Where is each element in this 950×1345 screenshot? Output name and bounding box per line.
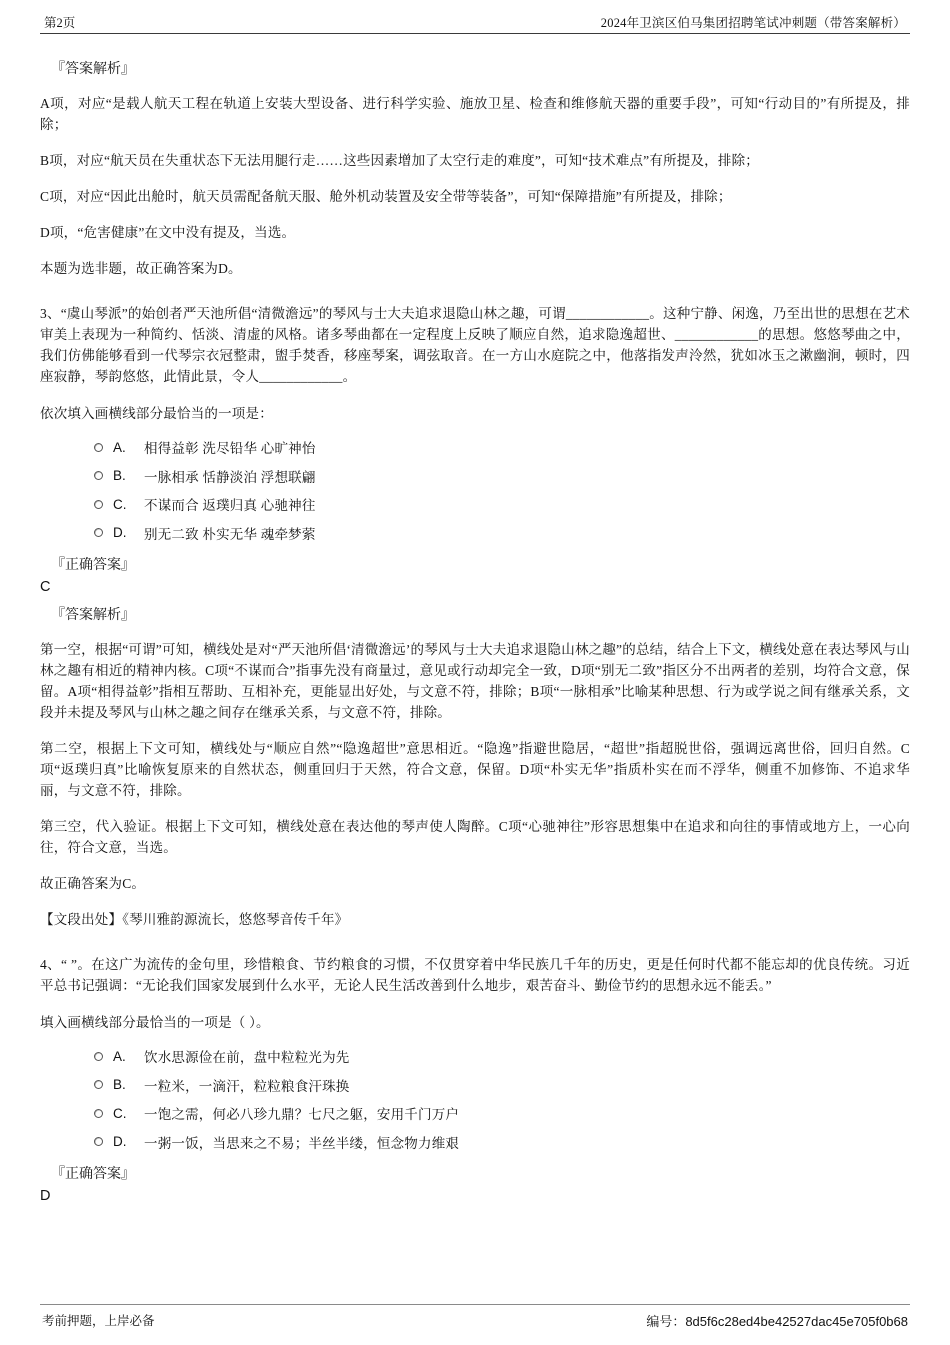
option-letter: B. (113, 1077, 126, 1093)
option-q3-a[interactable] (94, 433, 910, 462)
question-3-stem: 3、“虞山琴派”的始创者严天池所倡“清微澹远”的琴风与士大夫追求退隐山林之趣，可谓____________。这种宁静、闲逸，乃至出世的思想在艺术审美上表现为一种简约、恬淡、清虚的风格。诸多琴曲都在一定程度上反映了顺应自然，追求隐逸超世、____________的思想。悠悠琴曲之中，我们仿佛能够看到一代琴宗衣冠整肃，盥手焚香，移座琴案，调弦取音。在一方山水庭院之中，他落指发声泠然，犹如冰玉之漱幽涧，顿时，四座寂静，琴韵悠悠，此情此景，令人____________。 (40, 306, 910, 384)
question-4-prompt: 填入画横线部分最恰当的一项是（ ）。 (40, 1015, 270, 1030)
question-3-prompt: 依次填入画横线部分最恰当的一项是： (40, 406, 273, 421)
option-text: 一脉相承 恬静淡泊 浮想联翩 (144, 469, 316, 485)
option-text: 饮水思源俭在前，盘中粒粒光为先 (144, 1050, 350, 1066)
analysis-paragraph-a: A项，对应“是载人航天工程在轨道上安装大型设备、进行科学实验、施放卫星、检查和维修航天器的重要手段”，可知“行动目的”有所提及，排除； (40, 96, 910, 132)
option-q4-d[interactable] (94, 1128, 910, 1157)
option-text: 一粒米，一滴汗，粒粒粮食汗珠换 (144, 1078, 350, 1094)
option-text: 不谋而合 返璞归真 心驰神往 (144, 498, 316, 514)
option-q3-c[interactable] (94, 490, 910, 519)
correct-answer-q4: D (40, 1188, 51, 1204)
question-4-stem: 4、“ ”。在这广为流传的金句里，珍惜粮食、节约粮食的习惯，不仅贯穿着中华民族几千年的历史，更是任何时代都不能忘却的优良传统。习近平总书记强调：“无论我们国家发展到什么水平，无论人民生活改善到什么地步，艰苦奋斗、勤俭节约的思想永远不能丢。” (40, 957, 910, 993)
radio-button-icon[interactable] (94, 471, 103, 480)
option-letter: C. (113, 1105, 127, 1121)
correct-answer-label-q4: 『正确答案』 (51, 1167, 135, 1182)
radio-button-icon[interactable] (94, 1109, 103, 1118)
radio-button-icon[interactable] (94, 1080, 103, 1089)
radio-button-icon[interactable] (94, 443, 103, 452)
footer-slogan: 考前押题，上岸必备 (42, 1314, 155, 1328)
option-letter: D. (113, 525, 127, 541)
analysis-conclusion-q3: 故正确答案为C。 (40, 876, 146, 891)
option-letter: A. (113, 439, 126, 455)
analysis-conclusion-q2: 本题为选非题，故正确答案为D。 (40, 261, 242, 276)
option-text: 一饱之需，何必八珍九鼎？七尺之躯，安用千门万户 (144, 1107, 460, 1123)
option-q3-d[interactable] (94, 519, 910, 548)
analysis-paragraph-b: B项，对应“航天员在失重状态下无法用腿行走……这些因素增加了太空行走的难度”，可知“技术难点”有所提及，排除； (40, 153, 759, 168)
option-letter: A. (113, 1048, 126, 1064)
page-header (40, 0, 910, 34)
analysis-blank-3: 第三空，代入验证。根据上下文可知，横线处意在表达他的琴声使人陶醉。C项“心驰神往”形容思想集中在追求和向往的事情或地方上，一心向往，符合文意，当选。 (40, 819, 910, 855)
radio-button-icon[interactable] (94, 1052, 103, 1061)
analysis-paragraph-c: C项，对应“因此出舱时，航天员需配备航天服、舱外机动装置及安全带等装备”，可知“保障措施”有所提及，排除； (40, 189, 732, 204)
radio-button-icon[interactable] (94, 500, 103, 509)
page-number: 第2页 (44, 16, 76, 30)
option-letter: B. (113, 468, 126, 484)
page-footer (40, 1304, 910, 1330)
correct-answer-q3: C (40, 579, 51, 595)
radio-button-icon[interactable] (94, 1137, 103, 1146)
document-code: 编号：8d5f6c28ed4be42527dac45e705f0b68 (646, 1314, 908, 1329)
question-3-options (40, 433, 910, 547)
answer-analysis-label-q2: 『答案解析』 (51, 62, 135, 77)
analysis-blank-2: 第二空，根据上下文可知，横线处与“顺应自然”“隐逸超世”意思相近。“隐逸”指避世隐居，“超世”指超脱世俗，强调远离世俗，回归自然。C项“返璞归真”比喻恢复原来的自然状态，侧重回归于天然，符合文意，保留。D项“朴实无华”指质朴实在而不浮华，侧重不加修饰、不追求华丽，与文意不符，排除。 (40, 741, 910, 798)
option-q4-c[interactable] (94, 1099, 910, 1128)
analysis-blank-1: 第一空，根据“可谓”可知，横线处是对“严天池所倡‘清微澹远’的琴风与士大夫追求退隐山林之趣”的总结，结合上下文，横线处意在表达琴风与山林之趣有相近的精神内核。C项“不谋而合”指事先没有商量过，意见或行动却完全一致，D项“别无二致”指区分不出两者的差别，均符合文意，保留。A项“相得益彰”指相互帮助、互相补充，更能显出好处，与文意不符，排除；B项“一脉相承”比喻某种思想、行为或学说之间有继承关系，文段并未提及琴风与山林之趣之间存在继承关系，与文意不符，排除。 (40, 642, 910, 720)
option-q3-b[interactable] (94, 462, 910, 491)
option-text: 别无二致 朴实无华 魂牵梦萦 (144, 526, 316, 542)
answer-analysis-label-q3: 『答案解析』 (51, 608, 135, 623)
correct-answer-label-q3: 『正确答案』 (51, 558, 135, 573)
option-letter: D. (113, 1134, 127, 1150)
question-4-options (40, 1042, 910, 1156)
option-q4-a[interactable] (94, 1042, 910, 1071)
passage-source: 【文段出处】《琴川雅韵源流长，悠悠琴音传千年》 (40, 912, 349, 927)
radio-button-icon[interactable] (94, 528, 103, 537)
option-text: 相得益彰 洗尽铅华 心旷神怡 (144, 441, 316, 457)
option-text: 一粥一饭，当思来之不易；半丝半缕，恒念物力维艰 (144, 1135, 460, 1151)
document-title: 2024年卫滨区伯马集团招聘笔试冲刺题（带答案解析） (600, 16, 906, 30)
option-letter: C. (113, 496, 127, 512)
page-content (0, 58, 950, 1206)
analysis-paragraph-d: D项，“危害健康”在文中没有提及，当选。 (40, 225, 296, 240)
option-q4-b[interactable] (94, 1071, 910, 1100)
